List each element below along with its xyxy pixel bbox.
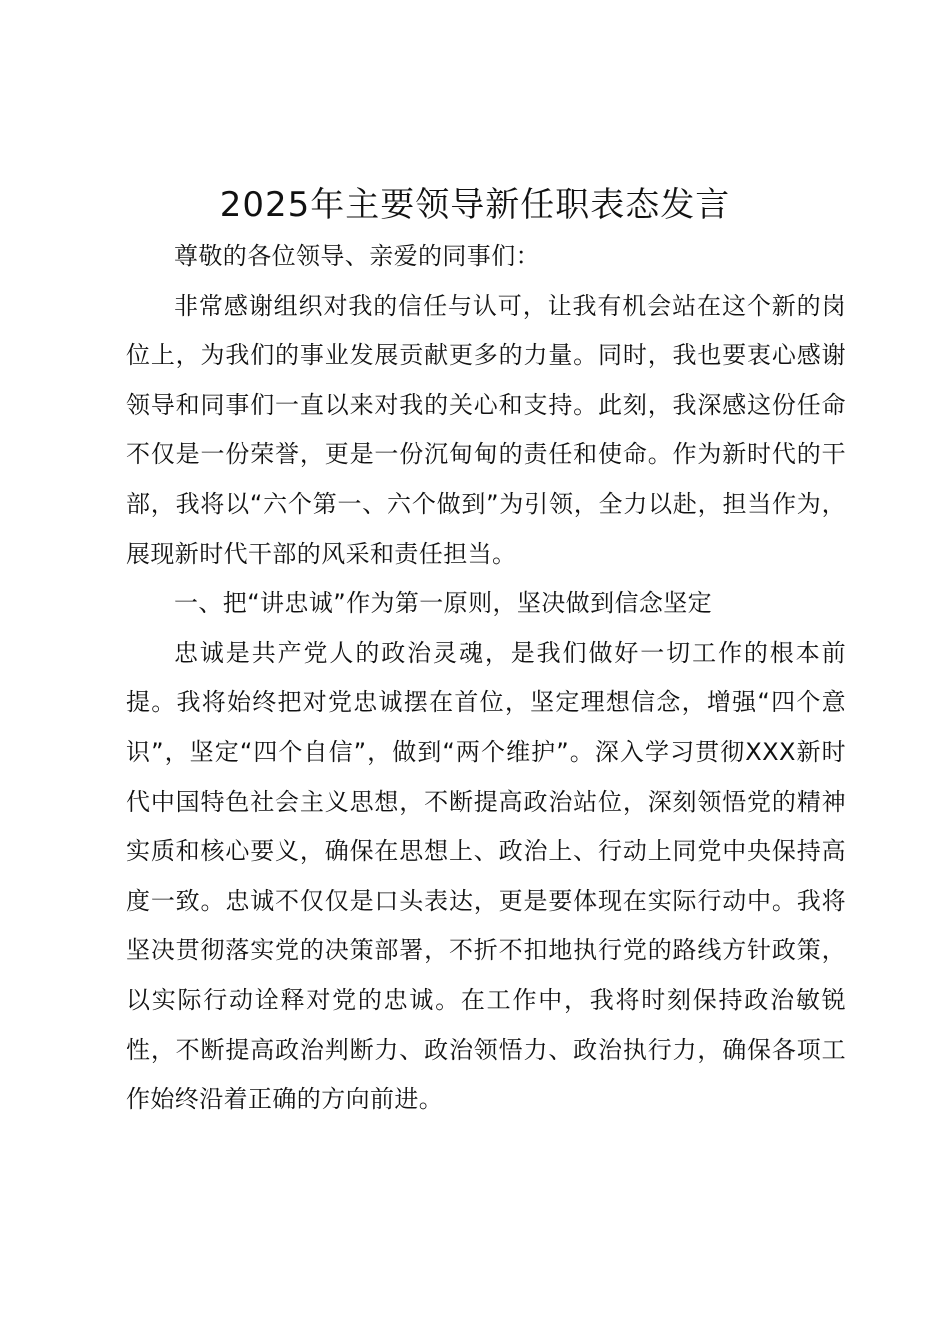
section-heading: 一、把“讲忠诚”作为第一原则，坚决做到信念坚定: [174, 589, 713, 618]
document-body: [126, 232, 846, 1125]
section-paragraph: 忠诚是共产党人的政治灵魂，是我们做好一切工作的根本前提。我将始终把对党忠诚摆在首位，坚定理想信念，增强“四个意识”，坚定“四个自信”，做到“两个维护”。深入学习贯彻XXX新时代中国特色社会主义思想，不断提高政治站位，深刻领悟党的精神实质和核心要义，确保在思想上、政治上、行动上同党中央保持高度一致。忠诚不仅仅是口头表达，更是要体现在实际行动中。我将坚决贯彻落实党的决策部署，不折不扣地执行党的路线方针政策，以实际行动诠释对党的忠诚。在工作中，我将时刻保持政治敏锐性，不断提高政治判断力、政治领悟力、政治执行力，确保各项工作始终沿着正确的方向前进。: [126, 638, 846, 1114]
document-title: 2025年主要领导新任职表态发言: [219, 185, 731, 225]
intro-paragraph: 非常感谢组织对我的信任与认可，让我有机会站在这个新的岗位上，为我们的事业发展贡献更多的力量。同时，我也要衷心感谢领导和同事们一直以来对我的关心和支持。此刻，我深感这份任命不仅是一份荣誉，更是一份沉甸甸的责任和使命。作为新时代的干部，我将以“六个第一、六个做到”为引领，全力以赴，担当作为，展现新时代干部的风采和责任担当。: [126, 291, 846, 568]
salutation: 尊敬的各位领导、亲爱的同事们：: [174, 242, 540, 270]
